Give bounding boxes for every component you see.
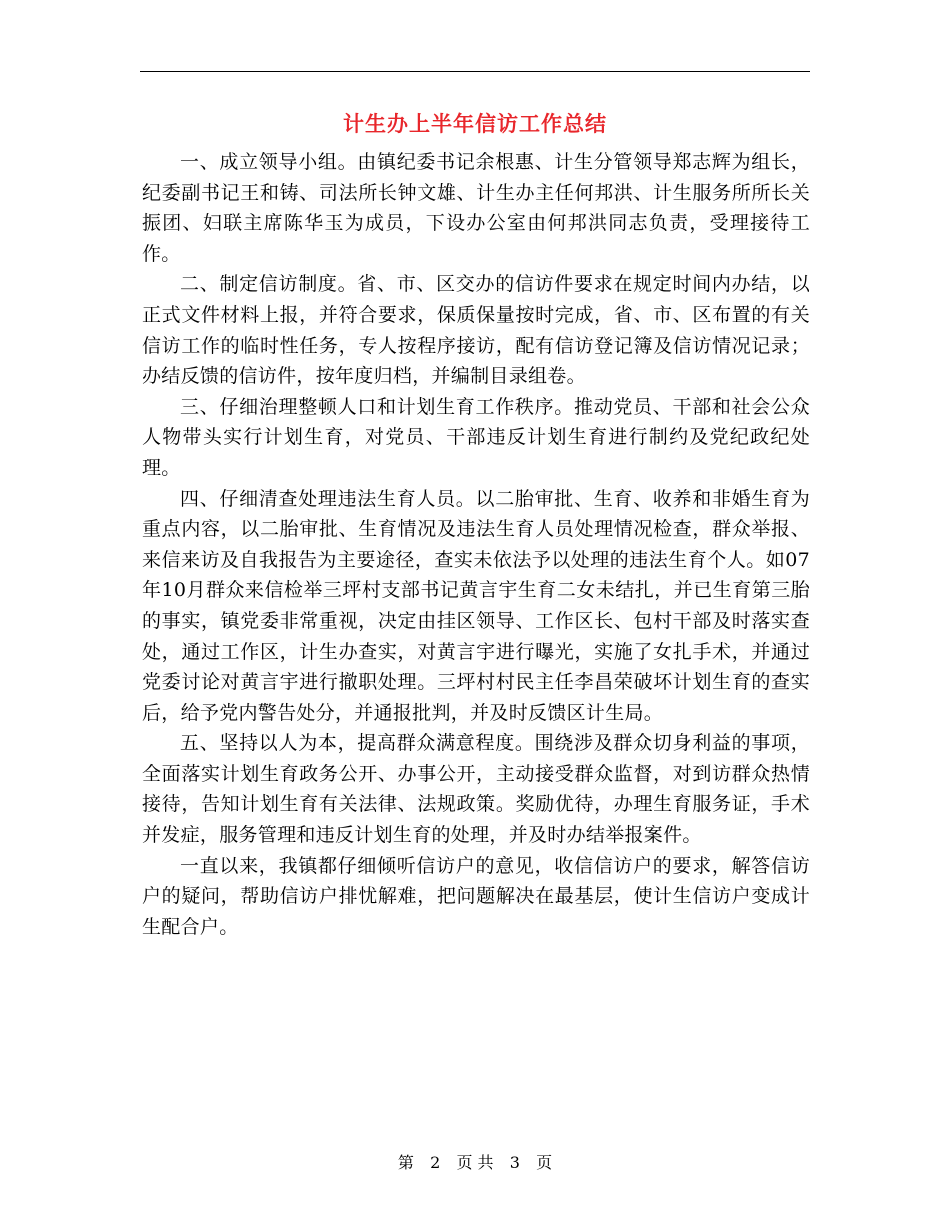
footer-prefix: 第 bbox=[397, 1153, 414, 1172]
paragraph-3: 三、仔细治理整顿人口和计划生育工作秩序。推动党员、干部和社会公众人物带头实行计划生育，对党员、干部违反计划生育进行制约及党纪政纪处理。 bbox=[142, 395, 810, 479]
paragraph-2: 二、制定信访制度。省、市、区交办的信访件要求在规定时间内办结，以正式文件材料上报，并符合要求，保质保量按时完成，省、市、区布置的有关信访工作的临时性任务，专人按程序接访，配有信访登记簿及信访情况记录；办结反馈的信访件，按年度归档，并编制目录组卷。 bbox=[142, 273, 810, 388]
footer-total-pages: 3 bbox=[509, 1153, 520, 1172]
footer-middle: 页 共 bbox=[456, 1153, 494, 1172]
page-footer bbox=[0, 1151, 950, 1175]
footer-suffix: 页 bbox=[536, 1153, 553, 1172]
document-body bbox=[142, 147, 810, 942]
paragraph-1: 一、成立领导小组。由镇纪委书记余根惠、计生分管领导郑志辉为组长，纪委副书记王和铸、司法所长钟文雄、计生办主任何邦洪、计生服务所所长关振团、妇联主席陈华玉为成员，下设办公室由何邦洪同志负责，受理接待工作。 bbox=[142, 151, 810, 265]
document-title: 计生办上半年信访工作总结 bbox=[343, 111, 607, 136]
footer-page-number: 2 bbox=[430, 1153, 441, 1172]
paragraph-6: 一直以来，我镇都仔细倾听信访户的意见，收信信访户的要求，解答信访户的疑问，帮助信访户排忧解难，把问题解决在最基层，使计生信访户变成计生配合户。 bbox=[142, 854, 810, 938]
header-rule bbox=[140, 71, 810, 72]
paragraph-4: 四、仔细清查处理违法生育人员。以二胎审批、生育、收养和非婚生育为重点内容，以二胎审批、生育情况及违法生育人员处理情况检查，群众举报、来信来访及自我报告为主要途径，查实未依法予以处理的违法生育个人。如07年10月群众来信检举三坪村支部书记黄言宇生育二女未结扎，并已生育第三胎的事实，镇党委非常重视，决定由挂区领导、工作区长、包村干部及时落实查处，通过工作区，计生办查实，对黄言宇进行曝光，实施了女扎手术，并通过党委讨论对黄言宇进行撤职处理。三坪村村民主任李昌荣破坏计划生育的查实后，给予党内警告处分，并通报批判，并及时反馈区计生局。 bbox=[142, 487, 810, 724]
paragraph-5: 五、坚持以人为本，提高群众满意程度。围绕涉及群众切身利益的事项，全面落实计划生育政务公开、办事公开，主动接受群众监督，对到访群众热情接待，告知计划生育有关法律、法规政策。奖励优待，办理生育服务证，手术并发症，服务管理和违反计划生育的处理，并及时办结举报案件。 bbox=[142, 732, 810, 847]
